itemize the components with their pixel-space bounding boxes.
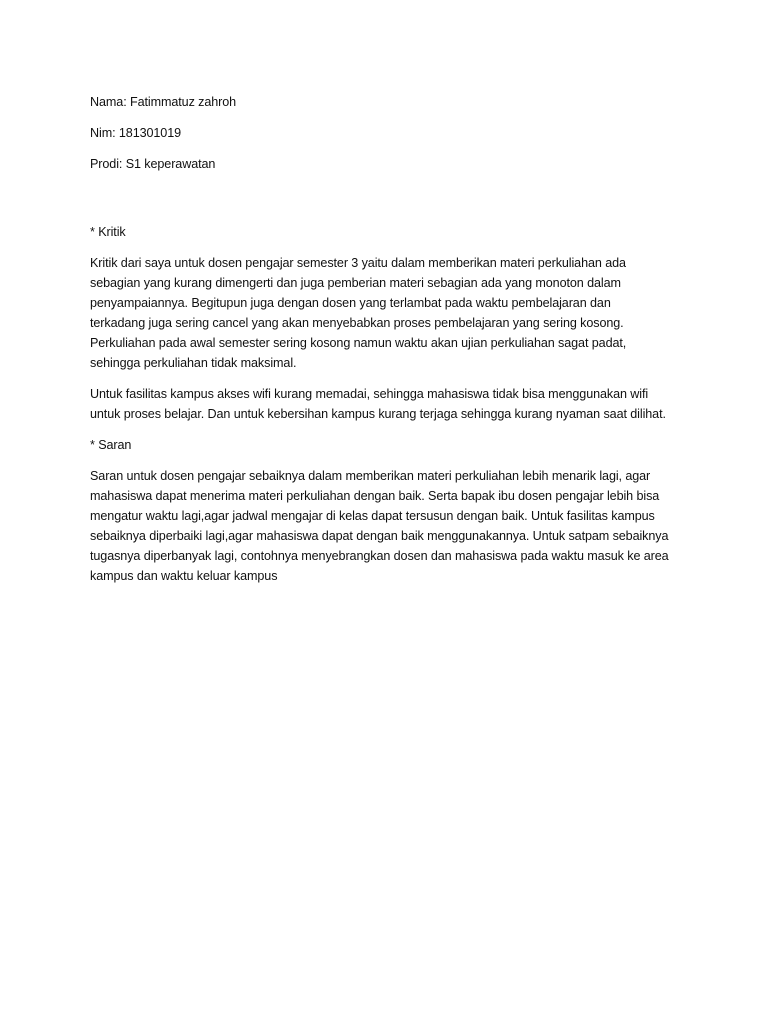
- text-line: Kritik dari saya untuk dosen pengajar semester 3 yaitu dalam memberikan materi perkuliahan ada: [90, 256, 626, 270]
- text-line: terkadang juga sering cancel yang akan menyebabkan proses pembelajaran yang sering kosong.: [90, 316, 624, 330]
- saran-heading: * Saran: [90, 438, 132, 452]
- text-line: sehingga perkuliahan tidak maksimal.: [90, 356, 297, 370]
- saran-paragraph: [90, 466, 690, 586]
- kritik-heading: * Kritik: [90, 225, 126, 239]
- student-nim: Nim: 181301019: [90, 126, 182, 140]
- student-name: Nama: Fatimmatuz zahroh: [90, 95, 237, 109]
- text-line: untuk proses belajar. Dan untuk kebersihan kampus kurang terjaga sehingga kurang nyaman saat dilihat.: [90, 407, 666, 421]
- text-line: mahasiswa dapat menerima materi perkuliahan dengan baik. Serta bapak ibu dosen pengajar lebih bisa: [90, 489, 660, 503]
- kritik-paragraph-2: [90, 384, 690, 424]
- text-line: Saran untuk dosen pengajar sebaiknya dalam memberikan materi perkuliahan lebih menarik lagi, agar: [90, 469, 651, 483]
- text-line: Perkuliahan pada awal semester sering kosong namun waktu akan ujian perkuliahan sagat padat,: [90, 336, 627, 350]
- text-line: Untuk fasilitas kampus akses wifi kurang memadai, sehingga mahasiswa tidak bisa menggunakan wifi: [90, 387, 649, 401]
- text-line: mengatur waktu lagi,agar jadwal mengajar di kelas dapat tersusun dengan baik. Untuk fasilitas kampus: [90, 509, 655, 523]
- text-line: sebagian yang kurang dimengerti dan juga pemberian materi sebagian ada yang monoton dalam: [90, 276, 621, 290]
- text-line: sebaiknya diperbaiki lagi,agar mahasiswa dapat dengan baik menggunakannya. Untuk satpam sebaiknya: [90, 529, 669, 543]
- document-page: [90, 92, 690, 597]
- text-line: tugasnya diperbanyak lagi, contohnya menyebrangkan dosen dan mahasiswa pada waktu masuk ke area: [90, 549, 669, 563]
- text-line: kampus dan waktu keluar kampus: [90, 569, 278, 583]
- kritik-paragraph-1: [90, 253, 690, 373]
- spacer: [90, 185, 690, 222]
- student-prodi: Prodi: S1 keperawatan: [90, 157, 216, 171]
- text-line: penyampaiannya. Begitupun juga dengan dosen yang terlambat pada waktu pembelajaran dan: [90, 296, 611, 310]
